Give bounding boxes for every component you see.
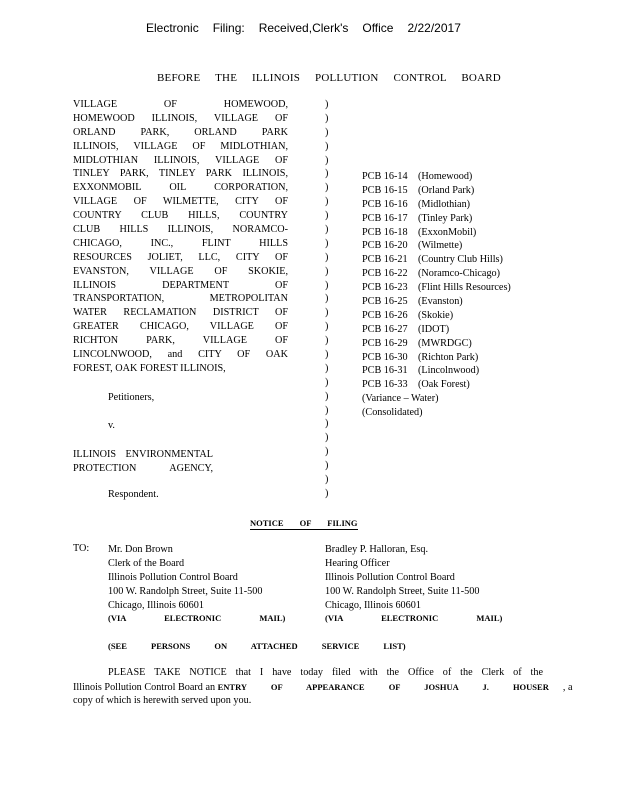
caption-paren: ) — [325, 154, 329, 166]
petitioner-line: LINCOLNWOOD, and CITY OF OAK — [73, 349, 288, 361]
body-line-2-text: Illinois Pollution Control Board an — [73, 682, 218, 693]
petitioner-line: FOREST, OAK FOREST ILLINOIS, — [73, 362, 226, 374]
address-line: 100 W. Randolph Street, Suite 11-500 — [325, 585, 480, 597]
petitioner-line: EXXONMOBIL OIL CORPORATION, — [73, 182, 288, 194]
case-number: PCB 16-20 — [362, 240, 408, 252]
caption-paren: ) — [325, 126, 329, 138]
caption-paren: ) — [325, 237, 329, 249]
address-line: Chicago, Illinois 60601 — [325, 599, 421, 611]
case-entry — [362, 170, 511, 184]
case-entry — [362, 309, 511, 323]
caption-paren: ) — [325, 418, 329, 430]
case-type: (Variance – Water) — [362, 393, 439, 405]
case-number: PCB 16-33 — [362, 379, 408, 391]
petitioner-line: TINLEY PARK, TINLEY PARK ILLINOIS, — [73, 168, 288, 180]
petitioner-line: CHICAGO, INC., FLINT HILLS — [73, 237, 288, 249]
caption-paren: ) — [325, 404, 329, 416]
caption-paren: ) — [325, 99, 329, 110]
recipient-clerk — [108, 543, 285, 626]
case-party: (Noramco-Chicago) — [418, 268, 501, 280]
caption-paren: ) — [325, 112, 329, 124]
case-entry — [362, 281, 511, 295]
case-party: (MWRDGC) — [418, 337, 472, 349]
case-party: (Wilmette) — [418, 240, 463, 252]
petitioner-line: ILLINOIS, VILLAGE OF MIDLOTHIAN, — [73, 140, 288, 152]
caption-paren: ) — [325, 196, 329, 208]
caption-paren: ) — [325, 307, 329, 319]
case-party: (Lincolnwood) — [418, 365, 480, 377]
case-number: PCB 16-30 — [362, 351, 408, 363]
case-number: PCB 16-25 — [362, 296, 408, 308]
filing-stamp — [146, 21, 475, 35]
recipient-hearing-officer — [325, 543, 502, 626]
to-label: TO: — [73, 543, 90, 554]
respondent-name — [73, 448, 213, 476]
case-party: (Oak Forest) — [418, 379, 470, 391]
stamp-part: Received,Clerk's — [258, 21, 349, 35]
body-line-2 — [73, 680, 573, 694]
caption-paren: ) — [325, 321, 329, 333]
petitioner-line: CLUB HILLS ILLINOIS, NORAMCO- — [73, 224, 288, 236]
body-line-1: PLEASE TAKE NOTICE that I have today filed with the Office of the Clerk of the — [108, 667, 543, 678]
notice-of-filing-title: NOTICE OF FILING — [250, 518, 358, 528]
caption-paren: ) — [325, 349, 329, 361]
stamp-part: Electronic — [146, 21, 199, 35]
delivery-method: (VIA ELECTRONIC MAIL) — [325, 613, 503, 624]
case-number: PCB 16-18 — [362, 226, 408, 238]
stamp-part: Office — [362, 21, 394, 35]
caption-paren: ) — [325, 182, 329, 194]
delivery-method: (VIA ELECTRONIC MAIL) — [108, 613, 286, 624]
service-list-note: (SEE PERSONS ON ATTACHED SERVICE LIST) — [108, 641, 406, 651]
caption-paren: ) — [325, 168, 329, 180]
case-entry — [362, 184, 511, 198]
case-entry — [362, 239, 511, 253]
case-entry — [362, 267, 511, 281]
case-number: PCB 16-16 — [362, 198, 408, 210]
petitioner-line: RICHTON PARK, VILLAGE OF — [73, 335, 288, 347]
caption-paren: ) — [325, 376, 329, 388]
petitioners-label: Petitioners, — [108, 392, 155, 403]
respondent-line: ILLINOIS ENVIRONMENTAL — [73, 449, 213, 460]
case-number: PCB 16-14 — [362, 171, 408, 182]
board-title: BEFORE THE ILLINOIS POLLUTION CONTROL BOARD — [157, 72, 501, 84]
caption-paren: ) — [325, 265, 329, 277]
case-number: PCB 16-23 — [362, 282, 408, 294]
caption-paren: ) — [325, 210, 329, 222]
caption-paren: ) — [325, 362, 329, 374]
petitioner-line: ORLAND PARK, ORLAND PARK — [73, 126, 288, 138]
body-line-3: copy of which is herewith served upon you. — [73, 695, 252, 706]
address-line: Chicago, Illinois 60601 — [108, 599, 204, 611]
petitioner-line: COUNTRY CLUB HILLS, COUNTRY — [73, 210, 288, 222]
case-entry — [362, 198, 511, 212]
caption-paren: ) — [325, 279, 329, 291]
caption-parentheses — [325, 98, 328, 501]
caption-paren: ) — [325, 251, 329, 263]
address-line: Clerk of the Board — [108, 557, 185, 569]
case-party: (Tinley Park) — [418, 212, 473, 224]
petitioner-line: VILLAGE OF WILMETTE, CITY OF — [73, 196, 288, 208]
case-number: PCB 16-22 — [362, 268, 408, 280]
address-line: Illinois Pollution Control Board — [325, 571, 455, 583]
caption-paren: ) — [325, 487, 329, 499]
case-number: PCB 16-17 — [362, 212, 408, 224]
petitioner-line: TRANSPORTATION, METROPOLITAN — [73, 293, 288, 305]
case-entry — [362, 351, 511, 365]
petitioner-line: GREATER CHICAGO, VILLAGE OF — [73, 321, 288, 333]
case-number: PCB 16-31 — [362, 365, 408, 377]
case-entry — [362, 226, 511, 240]
address-line: Bradley P. Halloran, Esq. — [325, 544, 428, 555]
petitioner-line: ILLINOIS DEPARTMENT OF — [73, 279, 288, 291]
consolidated-note: (Consolidated) — [362, 407, 423, 419]
caption-petitioners — [73, 98, 288, 376]
case-party: (Flint Hills Resources) — [418, 282, 511, 294]
case-entry — [362, 295, 511, 309]
caption-paren: ) — [325, 224, 329, 236]
caption-paren: ) — [325, 140, 329, 152]
caption-paren: ) — [325, 335, 329, 347]
caption-paren: ) — [325, 446, 329, 458]
petitioner-line: EVANSTON, VILLAGE OF SKOKIE, — [73, 265, 288, 277]
case-entry — [362, 337, 511, 351]
case-numbers — [362, 170, 511, 420]
caption-paren: ) — [325, 432, 329, 444]
petitioner-line: RESOURCES JOLIET, LLC, CITY OF — [73, 251, 288, 263]
case-party: (IDOT) — [418, 323, 450, 335]
address-line: Hearing Officer — [325, 557, 390, 569]
respondent-label: Respondent. — [108, 489, 159, 500]
notice-body — [73, 666, 573, 708]
address-line: Mr. Don Brown — [108, 544, 173, 555]
caption-paren: ) — [325, 390, 329, 402]
body-line-2-tail: , a — [562, 682, 573, 693]
petitioner-line: MIDLOTHIAN ILLINOIS, VILLAGE OF — [73, 154, 288, 166]
address-line: 100 W. Randolph Street, Suite 11-500 — [108, 585, 263, 597]
case-number: PCB 16-27 — [362, 323, 408, 335]
case-party: (Evanston) — [418, 296, 463, 308]
case-entry — [362, 323, 511, 337]
case-entry — [362, 364, 511, 378]
case-party: (Richton Park) — [418, 351, 479, 363]
case-number: PCB 16-29 — [362, 337, 408, 349]
case-number: PCB 16-26 — [362, 309, 408, 321]
stamp-part: Filing: — [212, 21, 245, 35]
stamp-part: 2/22/2017 — [407, 21, 461, 35]
address-line: Illinois Pollution Control Board — [108, 571, 238, 583]
entry-of-appearance-title: ENTRY OF APPEARANCE OF JOSHUA J. HOUSER — [217, 682, 549, 692]
case-party: (Midlothian) — [418, 198, 471, 210]
caption-paren: ) — [325, 474, 329, 486]
case-entry — [362, 253, 511, 267]
case-entry — [362, 378, 511, 392]
caption-paren: ) — [325, 460, 329, 472]
case-party: (Skokie) — [418, 309, 454, 321]
petitioner-line: HOMEWOOD ILLINOIS, VILLAGE OF — [73, 112, 288, 124]
case-number: PCB 16-15 — [362, 184, 408, 196]
case-number: PCB 16-21 — [362, 254, 408, 266]
versus-label: v. — [108, 420, 115, 431]
case-party: (Orland Park) — [418, 184, 475, 196]
case-party: (ExxonMobil) — [418, 226, 477, 238]
petitioner-line: WATER RECLAMATION DISTRICT OF — [73, 307, 288, 319]
caption-paren: ) — [325, 293, 329, 305]
petitioner-line: VILLAGE OF HOMEWOOD, — [73, 99, 288, 110]
case-entry — [362, 212, 511, 226]
case-party: (Country Club Hills) — [418, 254, 503, 266]
case-party: (Homewood) — [418, 171, 473, 182]
respondent-line: PROTECTION AGENCY, — [73, 462, 213, 474]
